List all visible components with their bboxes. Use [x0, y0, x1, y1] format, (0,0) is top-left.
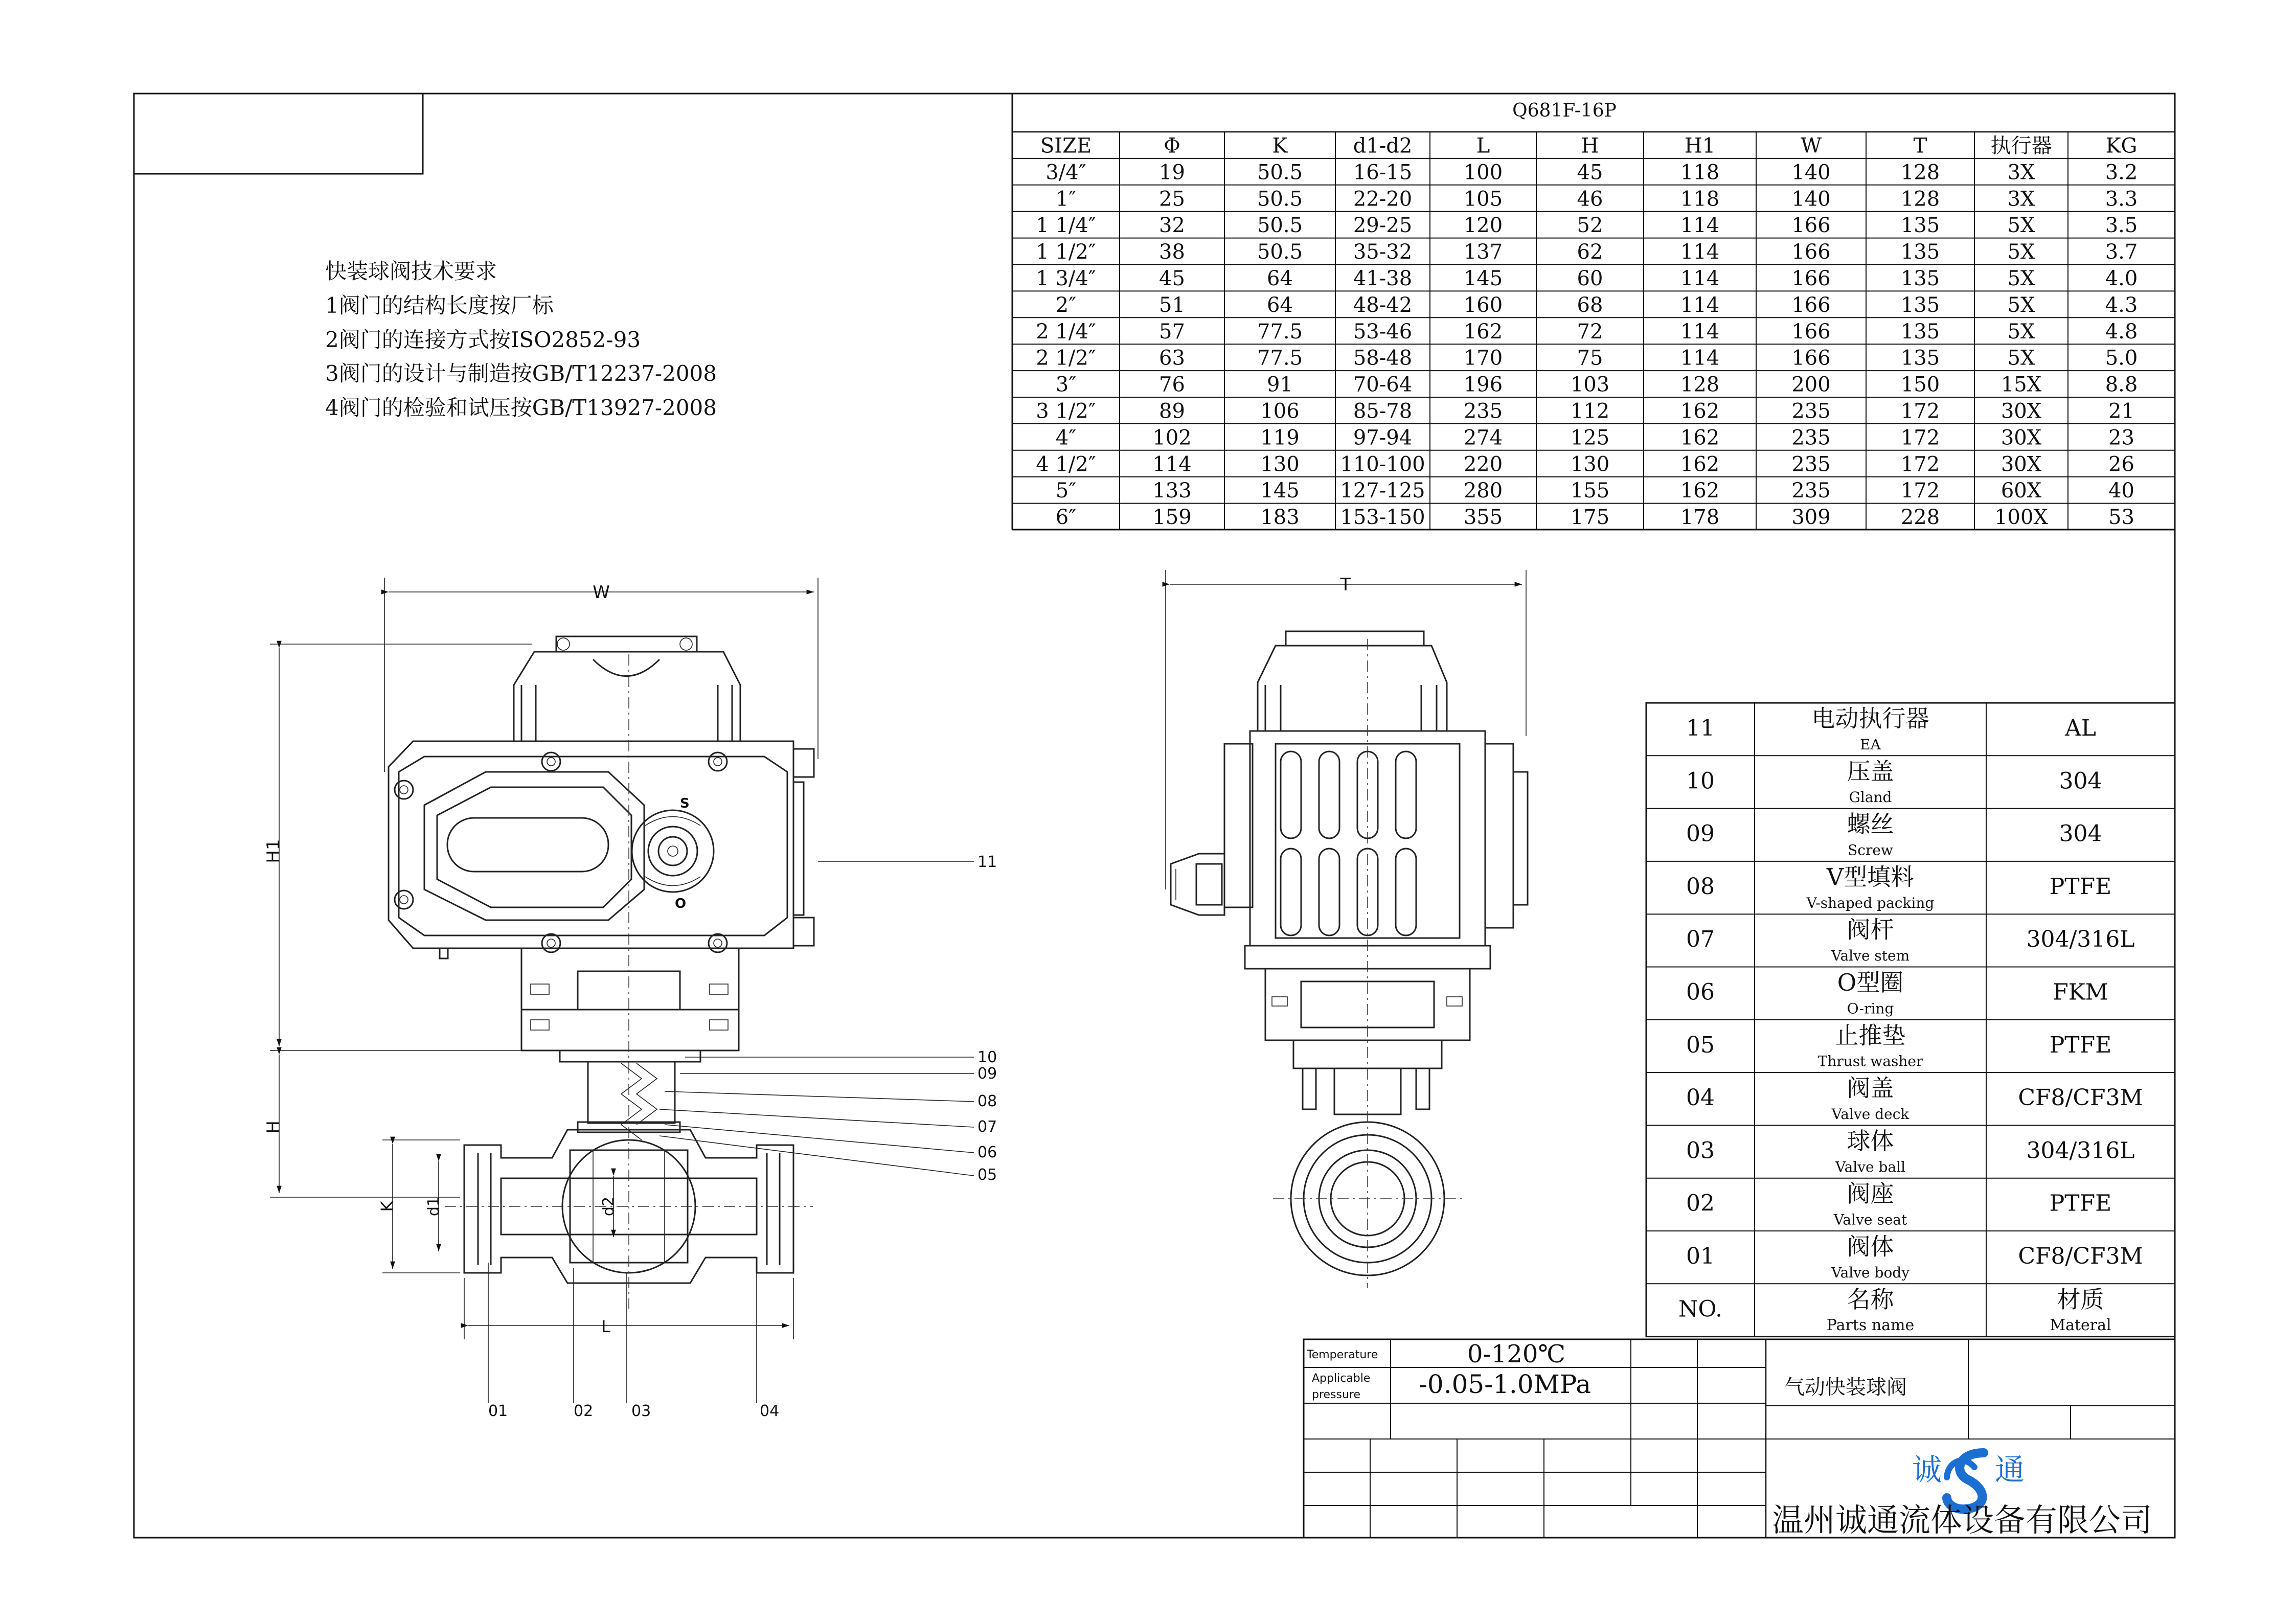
logo-char-right: 通	[1995, 1452, 2025, 1487]
callout-02: 02	[574, 1402, 594, 1420]
tech-note-1: 1阀门的结构长度按厂标	[325, 293, 554, 318]
spec-cell: 135	[1900, 319, 1940, 344]
spec-cell: 53-46	[1353, 319, 1413, 344]
spec-cell: 128	[1900, 161, 1940, 185]
temperature-label: Temperature	[1307, 1349, 1378, 1361]
spec-cell: 110-100	[1340, 452, 1425, 476]
spec-cell: 166	[1791, 240, 1831, 264]
title-block	[1304, 1339, 2175, 1539]
spec-cell: 32	[1159, 214, 1185, 238]
mark-s: S	[680, 796, 690, 811]
spec-cell: 62	[1577, 240, 1603, 264]
spec-cell: 3X	[2007, 161, 2035, 185]
spec-cell: 235	[1791, 426, 1831, 450]
part-no: 04	[1686, 1085, 1715, 1111]
spec-cell: 175	[1570, 506, 1610, 530]
spec-header-cell: L	[1476, 134, 1490, 158]
spec-cell: 16-15	[1353, 161, 1413, 185]
spec-cell: 50.5	[1257, 187, 1303, 211]
spec-cell: 137	[1463, 240, 1503, 264]
spec-header-cell: SIZE	[1040, 134, 1092, 158]
company-logo	[1912, 1452, 2025, 1509]
temperature-value: 0-120℃	[1467, 1340, 1566, 1368]
part-name-cn: 球体	[1847, 1127, 1894, 1155]
spec-cell: 172	[1900, 479, 1940, 503]
spec-cell: 200	[1791, 373, 1831, 397]
spec-cell: 70-64	[1353, 373, 1413, 397]
spec-cell: 57	[1159, 319, 1185, 344]
dim-w-label: W	[593, 582, 610, 603]
mark-o: O	[675, 896, 687, 911]
spec-cell: 5X	[2007, 214, 2035, 238]
spec-cell: 3 1/2″	[1036, 399, 1096, 423]
spec-cell: 118	[1680, 161, 1720, 185]
part-no: 09	[1686, 820, 1715, 847]
spec-cell: 6″	[1055, 506, 1077, 530]
spec-cell: 125	[1570, 426, 1610, 450]
spec-cell: 3.7	[2105, 240, 2138, 264]
spec-cell: 30X	[2001, 426, 2042, 450]
spec-cell: 85-78	[1353, 399, 1413, 423]
spec-cell: 5X	[2007, 319, 2035, 344]
callout-08: 08	[977, 1092, 997, 1110]
part-name-en: Thrust washer	[1817, 1053, 1923, 1070]
product-name: 气动快装球阀	[1784, 1376, 1907, 1399]
spec-cell: 130	[1260, 452, 1300, 476]
header-material-cn: 材质	[2057, 1285, 2104, 1313]
spec-cell: 5X	[2007, 293, 2035, 317]
part-name-cn: 螺丝	[1847, 810, 1894, 838]
spec-cell: 50.5	[1257, 240, 1303, 264]
spec-cell: 41-38	[1353, 266, 1413, 290]
spec-header-cell: W	[1800, 134, 1822, 158]
spec-header-cell: d1-d2	[1353, 134, 1413, 158]
spec-cell: 172	[1900, 426, 1940, 450]
spec-cell: 235	[1791, 452, 1831, 476]
header-material-en: Materal	[2050, 1316, 2111, 1335]
spec-cell: 45	[1577, 161, 1603, 185]
spec-cell: 2 1/2″	[1036, 346, 1096, 370]
spec-cell: 77.5	[1257, 346, 1303, 370]
spec-cell: 4 1/2″	[1036, 452, 1096, 476]
spec-cell: 97-94	[1353, 426, 1413, 450]
part-name-cn: 阀杆	[1847, 916, 1894, 944]
front-view	[263, 578, 997, 1420]
part-material: 304/316L	[2026, 926, 2135, 953]
spec-cell: 120	[1463, 214, 1503, 238]
spec-header-cell: H	[1581, 134, 1599, 158]
part-material: 304/316L	[2026, 1137, 2135, 1164]
spec-cell: 160	[1463, 293, 1503, 317]
part-no: 06	[1686, 979, 1715, 1006]
part-name-en: V-shaped packing	[1806, 894, 1935, 911]
spec-cell: 38	[1159, 240, 1185, 264]
spec-cell: 1″	[1055, 187, 1077, 211]
part-material: PTFE	[2049, 1032, 2112, 1058]
spec-cell: 46	[1577, 187, 1603, 211]
callout-03: 03	[631, 1402, 651, 1420]
tech-notes-title: 快装球阀技术要求	[325, 259, 497, 284]
dim-h1-label: H1	[263, 839, 284, 863]
spec-cell: 162	[1680, 452, 1720, 476]
spec-cell: 133	[1152, 479, 1192, 503]
spec-cell: 128	[1680, 373, 1720, 397]
spec-cell: 135	[1900, 293, 1940, 317]
part-name-cn: V型填料	[1826, 863, 1915, 891]
spec-cell: 114	[1680, 346, 1720, 370]
logo-char-left: 诚	[1912, 1452, 1942, 1487]
callout-05: 05	[977, 1166, 997, 1184]
spec-cell: 228	[1900, 506, 1940, 530]
spec-cell: 155	[1570, 479, 1610, 503]
spec-cell: 64	[1267, 293, 1293, 317]
spec-table-title: Q681F-16P	[1512, 100, 1617, 121]
spec-cell: 114	[1680, 240, 1720, 264]
part-name-cn: 阀座	[1847, 1180, 1894, 1208]
spec-cell: 1 1/2″	[1036, 240, 1096, 264]
callout-07: 07	[977, 1118, 997, 1136]
spec-header-cell: T	[1913, 134, 1927, 158]
spec-cell: 114	[1680, 214, 1720, 238]
spec-cell: 114	[1680, 293, 1720, 317]
spec-cell: 40	[2108, 479, 2134, 503]
part-name-en: O-ring	[1847, 1000, 1894, 1017]
part-material: PTFE	[2049, 1190, 2112, 1217]
spec-cell: 22-20	[1353, 187, 1413, 211]
spec-header-cell: Φ	[1164, 134, 1180, 158]
spec-cell: 89	[1159, 399, 1185, 423]
dim-l-label: L	[601, 1317, 610, 1336]
spec-cell: 4.3	[2105, 293, 2138, 317]
spec-cell: 58-48	[1353, 346, 1413, 370]
callout-01: 01	[488, 1402, 508, 1420]
spec-table	[1012, 94, 2175, 530]
spec-cell: 102	[1152, 426, 1192, 450]
tech-note-3: 3阀门的设计与制造按GB/T12237-2008	[325, 361, 717, 386]
spec-cell: 235	[1791, 479, 1831, 503]
corner-box	[134, 94, 423, 174]
spec-cell: 2″	[1055, 293, 1077, 317]
part-material: PTFE	[2049, 873, 2112, 900]
spec-cell: 3/4″	[1045, 161, 1086, 185]
spec-cell: 309	[1791, 506, 1831, 530]
part-material: 304	[2059, 820, 2102, 847]
part-name-cn: 压盖	[1847, 757, 1894, 785]
part-material: CF8/CF3M	[2018, 1085, 2143, 1111]
callout-11: 11	[977, 853, 997, 871]
spec-header-cell: K	[1272, 134, 1288, 158]
spec-cell: 112	[1570, 399, 1610, 423]
spec-cell: 274	[1463, 426, 1503, 450]
spec-cell: 60X	[2001, 479, 2042, 503]
part-name-en: Valve body	[1831, 1264, 1910, 1281]
spec-cell: 130	[1570, 452, 1610, 476]
parts-table	[1646, 703, 2175, 1337]
company-name: 温州诚通流体设备有限公司	[1772, 1501, 2153, 1539]
spec-cell: 3.2	[2105, 161, 2138, 185]
spec-header-cell: H1	[1684, 134, 1716, 158]
spec-cell: 1 1/4″	[1036, 214, 1096, 238]
spec-cell: 21	[2108, 399, 2134, 423]
spec-cell: 3.5	[2105, 214, 2138, 238]
spec-cell: 119	[1260, 426, 1300, 450]
part-material: AL	[2065, 715, 2096, 742]
spec-cell: 166	[1791, 346, 1831, 370]
spec-cell: 30X	[2001, 452, 2042, 476]
spec-cell: 162	[1680, 479, 1720, 503]
spec-cell: 166	[1791, 266, 1831, 290]
spec-cell: 72	[1577, 319, 1603, 344]
spec-cell: 145	[1463, 266, 1503, 290]
dim-d2-label: d2	[600, 1196, 618, 1217]
spec-cell: 135	[1900, 214, 1940, 238]
part-name-en: Valve ball	[1835, 1158, 1906, 1176]
spec-cell: 114	[1680, 319, 1720, 344]
spec-cell: 5X	[2007, 346, 2035, 370]
tech-note-2: 2阀门的连接方式按ISO2852-93	[325, 327, 641, 352]
spec-cell: 235	[1791, 399, 1831, 423]
part-material: CF8/CF3M	[2018, 1243, 2143, 1270]
spec-cell: 26	[2108, 452, 2134, 476]
spec-cell: 60	[1577, 266, 1603, 290]
part-name-cn: 电动执行器	[1811, 704, 1929, 733]
spec-cell: 153-150	[1340, 506, 1425, 530]
spec-cell: 140	[1791, 187, 1831, 211]
tech-notes	[325, 259, 717, 420]
spec-cell: 183	[1260, 506, 1300, 530]
spec-cell: 5X	[2007, 266, 2035, 290]
spec-cell: 150	[1900, 373, 1940, 397]
part-name-en: Valve deck	[1831, 1106, 1909, 1123]
side-view	[1166, 570, 1528, 1288]
part-name-en: Valve seat	[1833, 1211, 1907, 1228]
dim-k-label: K	[377, 1201, 397, 1212]
spec-cell: 51	[1159, 293, 1185, 317]
pressure-label-2: pressure	[1312, 1388, 1361, 1401]
spec-cell: 25	[1159, 187, 1185, 211]
spec-cell: 5.0	[2105, 346, 2138, 370]
callout-09: 09	[977, 1065, 997, 1083]
spec-cell: 170	[1463, 346, 1503, 370]
spec-cell: 220	[1463, 452, 1503, 476]
spec-cell: 48-42	[1353, 293, 1413, 317]
spec-cell: 3X	[2007, 187, 2035, 211]
spec-cell: 4.8	[2105, 319, 2138, 344]
part-name-cn: 止推垫	[1835, 1021, 1906, 1049]
spec-cell: 103	[1570, 373, 1610, 397]
part-no: 10	[1686, 768, 1715, 794]
spec-cell: 3.3	[2105, 187, 2138, 211]
spec-cell: 5X	[2007, 240, 2035, 264]
pressure-label-1: Applicable	[1312, 1372, 1371, 1385]
part-name-en: Gland	[1849, 789, 1892, 806]
spec-cell: 355	[1463, 506, 1503, 530]
spec-cell: 280	[1463, 479, 1503, 503]
spec-cell: 30X	[2001, 399, 2042, 423]
spec-cell: 196	[1463, 373, 1503, 397]
tech-note-4: 4阀门的检验和试压按GB/T13927-2008	[325, 395, 717, 420]
spec-cell: 166	[1791, 214, 1831, 238]
spec-cell: 29-25	[1353, 214, 1413, 238]
part-name-cn: O型圈	[1837, 968, 1904, 996]
spec-cell: 114	[1152, 452, 1192, 476]
spec-cell: 45	[1159, 266, 1185, 290]
spec-cell: 77.5	[1257, 319, 1303, 344]
spec-cell: 15X	[2001, 373, 2042, 397]
spec-cell: 4″	[1055, 426, 1077, 450]
part-name-en: Valve stem	[1831, 947, 1910, 965]
spec-cell: 135	[1900, 240, 1940, 264]
spec-cell: 64	[1267, 266, 1293, 290]
spec-cell: 145	[1260, 479, 1300, 503]
spec-cell: 75	[1577, 346, 1603, 370]
spec-cell: 127-125	[1340, 479, 1425, 503]
part-name-cn: 阀盖	[1847, 1074, 1894, 1102]
callout-06: 06	[977, 1144, 997, 1161]
spec-cell: 118	[1680, 187, 1720, 211]
part-name-en: Screw	[1848, 841, 1893, 859]
spec-cell: 2 1/4″	[1036, 319, 1096, 344]
spec-cell: 114	[1680, 266, 1720, 290]
part-no: 05	[1686, 1032, 1715, 1058]
spec-cell: 140	[1791, 161, 1831, 185]
spec-cell: 135	[1900, 346, 1940, 370]
spec-cell: 135	[1900, 266, 1940, 290]
spec-cell: 4.0	[2105, 266, 2138, 290]
spec-cell: 162	[1680, 426, 1720, 450]
spec-cell: 19	[1159, 161, 1185, 185]
header-name-en: Parts name	[1826, 1316, 1915, 1335]
part-no: 03	[1686, 1137, 1715, 1164]
spec-cell: 162	[1680, 399, 1720, 423]
spec-cell: 63	[1159, 346, 1185, 370]
spec-cell: 235	[1463, 399, 1503, 423]
spec-cell: 172	[1900, 452, 1940, 476]
header-no: NO.	[1678, 1296, 1722, 1322]
callout-04: 04	[760, 1402, 780, 1420]
spec-cell: 166	[1791, 319, 1831, 344]
spec-cell: 162	[1463, 319, 1503, 344]
pressure-value: -0.05-1.0MPa	[1419, 1369, 1592, 1399]
spec-cell: 23	[2108, 426, 2134, 450]
spec-cell: 159	[1152, 506, 1192, 530]
spec-cell: 178	[1680, 506, 1720, 530]
part-name-cn: 阀体	[1847, 1232, 1894, 1261]
spec-cell: 100	[1463, 161, 1503, 185]
dim-d1-label: d1	[425, 1196, 443, 1217]
spec-cell: 128	[1900, 187, 1940, 211]
part-name-en: EA	[1860, 736, 1881, 753]
spec-cell: 105	[1463, 187, 1503, 211]
header-name-cn: 名称	[1847, 1285, 1894, 1313]
spec-header-cell: 执行器	[1990, 134, 2052, 158]
part-no: 08	[1686, 873, 1715, 900]
spec-cell: 8.8	[2105, 373, 2138, 397]
part-material: FKM	[2053, 979, 2108, 1006]
spec-cell: 1 3/4″	[1036, 266, 1096, 290]
part-no: 02	[1686, 1190, 1715, 1217]
part-no: 11	[1686, 715, 1715, 742]
spec-cell: 166	[1791, 293, 1831, 317]
part-no: 01	[1686, 1243, 1715, 1270]
part-material: 304	[2059, 768, 2102, 794]
spec-cell: 3″	[1055, 373, 1077, 397]
spec-header-cell: KG	[2105, 134, 2138, 158]
spec-cell: 100X	[1994, 506, 2048, 530]
spec-cell: 5″	[1055, 479, 1077, 503]
spec-cell: 76	[1159, 373, 1185, 397]
spec-cell: 53	[2108, 506, 2134, 530]
spec-cell: 50.5	[1257, 214, 1303, 238]
spec-cell: 172	[1900, 399, 1940, 423]
spec-cell: 35-32	[1353, 240, 1413, 264]
spec-cell: 50.5	[1257, 161, 1303, 185]
spec-cell: 106	[1260, 399, 1300, 423]
dim-t-label: T	[1340, 575, 1351, 595]
callout-10: 10	[977, 1048, 997, 1066]
part-no: 07	[1686, 926, 1715, 953]
spec-cell: 52	[1577, 214, 1603, 238]
spec-cell: 91	[1267, 373, 1293, 397]
dim-h-label: H	[263, 1121, 284, 1134]
spec-cell: 68	[1577, 293, 1603, 317]
